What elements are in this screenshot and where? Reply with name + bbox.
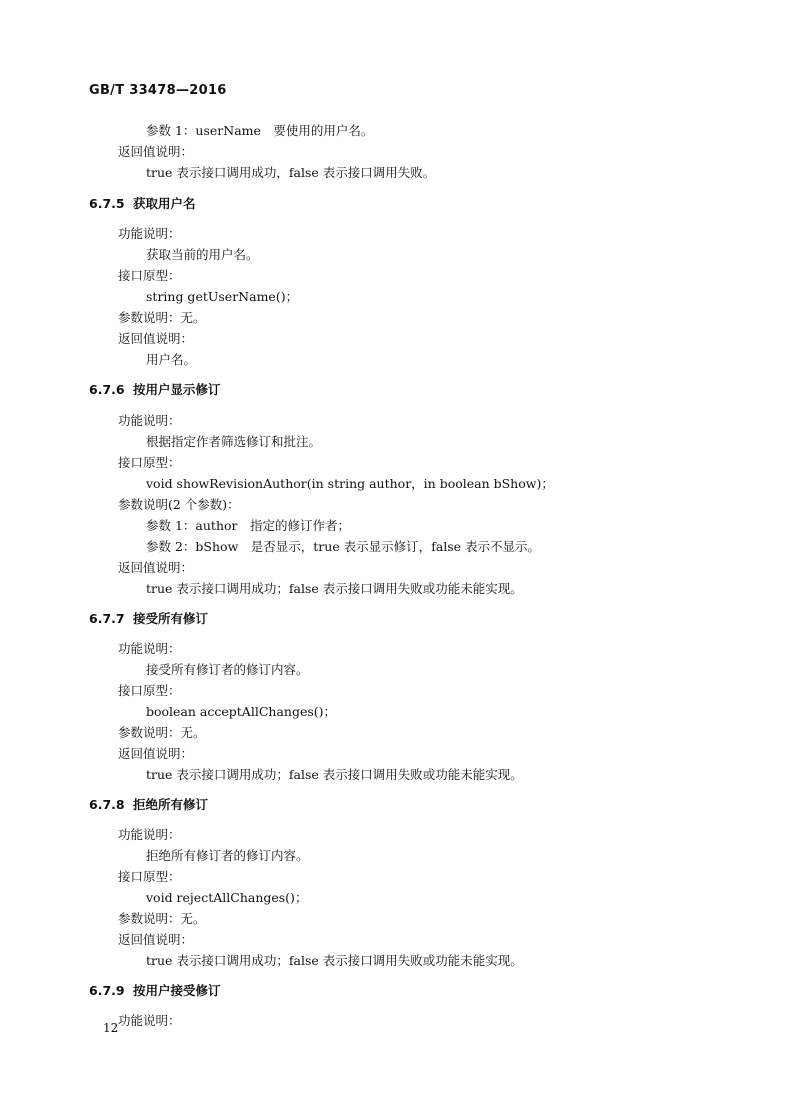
- section-title: 接受所有修订: [133, 611, 209, 626]
- paragraph-label: 返回值说明：: [118, 144, 194, 159]
- page-number: 12: [103, 1021, 119, 1035]
- paragraph-text: void rejectAllChanges()；: [146, 890, 308, 905]
- paragraph-label: 功能说明：: [118, 827, 181, 842]
- paragraph-label: 接口原型：: [118, 268, 181, 283]
- paragraph-label: 功能说明：: [118, 413, 181, 428]
- paragraph-label: 功能说明：: [118, 641, 181, 656]
- section-title: 获取用户名: [133, 196, 196, 211]
- standard-header: GB/T 33478—2016: [89, 83, 227, 98]
- paragraph-text: true 表示接口调用成功；false 表示接口调用失败或功能未能实现。: [146, 767, 523, 782]
- section-heading: [89, 983, 221, 999]
- paragraph-label: 参数说明：无。: [118, 911, 206, 926]
- section-title: 按用户接受修订: [133, 983, 221, 998]
- paragraph-label: 功能说明：: [118, 1013, 181, 1028]
- paragraph-text: 参数 1：userName 要使用的用户名。: [146, 123, 374, 138]
- paragraph-label: 返回值说明：: [118, 746, 194, 761]
- section-number: 6.7.6: [89, 382, 125, 397]
- paragraph-text: true 表示接口调用成功，false 表示接口调用失败。: [146, 165, 436, 180]
- paragraph-text: string getUserName()；: [146, 289, 299, 304]
- paragraph-text: 获取当前的用户名。: [146, 247, 259, 262]
- paragraph-label: 接口原型：: [118, 683, 181, 698]
- paragraph-text: void showRevisionAuthor(in string author，in boolean bShow)；: [146, 476, 554, 491]
- paragraph-text: 根据指定作者筛选修订和批注。: [146, 434, 322, 449]
- section-number: 6.7.7: [89, 611, 125, 626]
- paragraph-text: 参数 2：bShow 是否显示，true 表示显示修订，false 表示不显示。: [146, 539, 541, 554]
- paragraph-text: 接受所有修订者的修订内容。: [146, 662, 309, 677]
- paragraph-text: true 表示接口调用成功；false 表示接口调用失败或功能未能实现。: [146, 953, 523, 968]
- section-number: 6.7.9: [89, 983, 125, 998]
- section-heading: [89, 611, 208, 627]
- paragraph-label: 接口原型：: [118, 869, 181, 884]
- paragraph-label: 功能说明：: [118, 226, 181, 241]
- paragraph-label: 返回值说明：: [118, 331, 194, 346]
- paragraph-label: 返回值说明：: [118, 932, 194, 947]
- section-heading: [89, 196, 196, 212]
- paragraph-label: 接口原型：: [118, 455, 181, 470]
- section-heading: [89, 382, 221, 398]
- paragraph-label: 参数说明(2 个参数)：: [118, 497, 240, 512]
- paragraph-label: 参数说明：无。: [118, 725, 206, 740]
- paragraph-label: 返回值说明：: [118, 560, 194, 575]
- section-title: 拒绝所有修订: [133, 797, 209, 812]
- paragraph-text: true 表示接口调用成功；false 表示接口调用失败或功能未能实现。: [146, 581, 523, 596]
- paragraph-text: 参数 1：author 指定的修订作者；: [146, 518, 351, 533]
- section-number: 6.7.8: [89, 797, 125, 812]
- paragraph-text: 用户名。: [146, 352, 197, 367]
- section-title: 按用户显示修订: [133, 382, 221, 397]
- section-number: 6.7.5: [89, 196, 125, 211]
- paragraph-text: 拒绝所有修订者的修订内容。: [146, 848, 309, 863]
- paragraph-label: 参数说明：无。: [118, 310, 206, 325]
- paragraph-text: boolean acceptAllChanges()；: [146, 704, 337, 719]
- section-heading: [89, 797, 208, 813]
